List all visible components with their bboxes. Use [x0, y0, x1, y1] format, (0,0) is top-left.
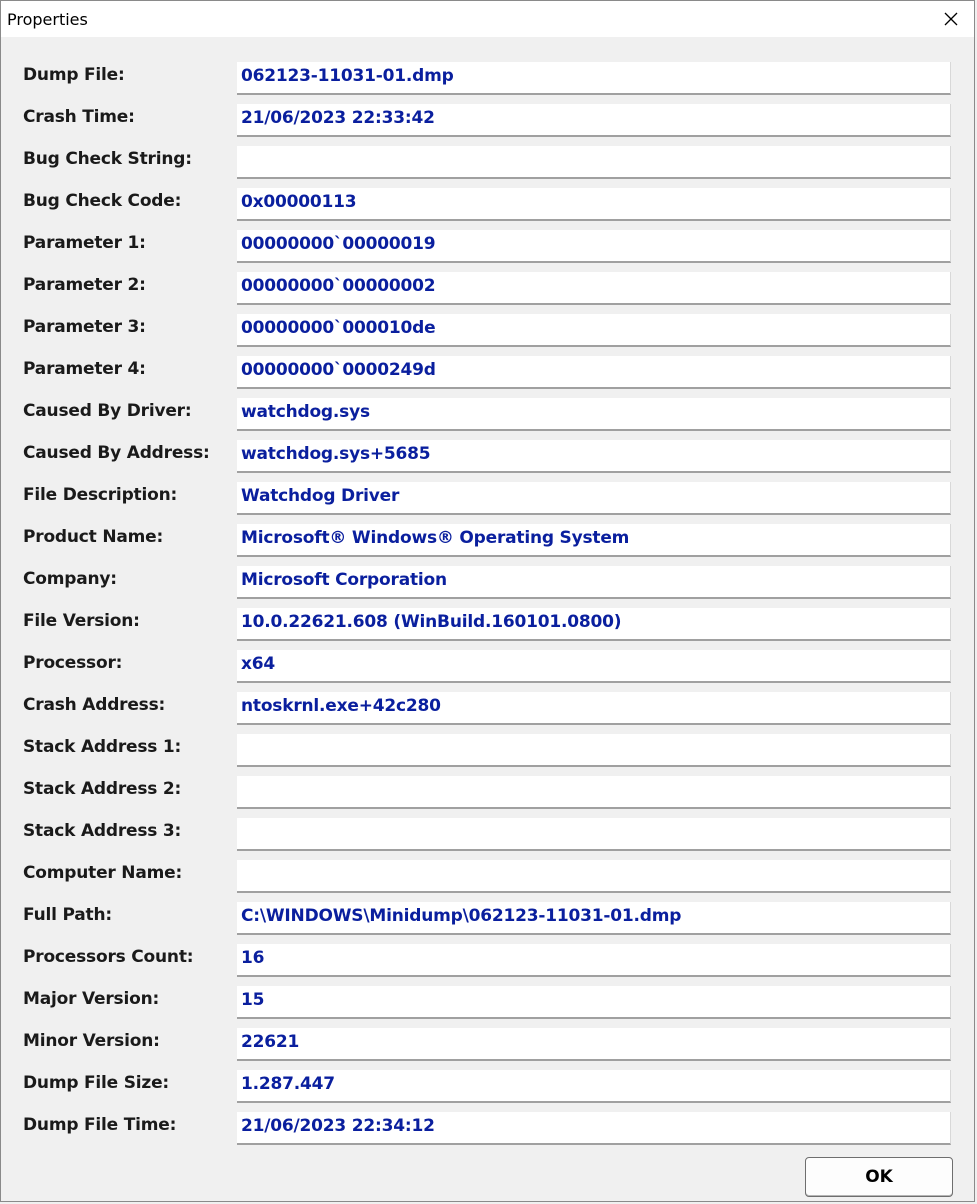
property-value-field[interactable]: Watchdog Driver — [237, 482, 951, 515]
property-row — [1, 563, 974, 605]
property-value-field[interactable]: 00000000`0000249d — [237, 356, 951, 389]
property-label: Stack Address 3: — [23, 821, 182, 841]
property-label: Full Path: — [23, 905, 112, 925]
property-label: Stack Address 1: — [23, 737, 182, 757]
property-value-field[interactable]: 00000000`00000019 — [237, 230, 951, 263]
property-row — [1, 101, 974, 143]
property-value-field[interactable] — [237, 776, 951, 809]
property-row — [1, 647, 974, 689]
property-label: Computer Name: — [23, 863, 183, 883]
property-row — [1, 815, 974, 857]
property-row — [1, 773, 974, 815]
property-label: Major Version: — [23, 989, 160, 1009]
property-value-field[interactable]: C:\WINDOWS\Minidump\062123-11031-01.dmp — [237, 902, 951, 935]
property-value-field[interactable]: ntoskrnl.exe+42c280 — [237, 692, 951, 725]
property-row — [1, 353, 974, 395]
property-value-field[interactable]: watchdog.sys — [237, 398, 951, 431]
property-row — [1, 185, 974, 227]
property-row — [1, 227, 974, 269]
property-label: Parameter 3: — [23, 317, 146, 337]
property-label: Parameter 4: — [23, 359, 146, 379]
property-row — [1, 143, 974, 185]
property-label: Dump File: — [23, 65, 125, 85]
property-row — [1, 479, 974, 521]
property-label: Dump File Time: — [23, 1115, 177, 1135]
property-row — [1, 1067, 974, 1109]
property-value-field[interactable]: 15 — [237, 986, 951, 1019]
properties-list — [1, 59, 974, 1151]
property-label: File Version: — [23, 611, 140, 631]
property-label: Product Name: — [23, 527, 164, 547]
property-label: File Description: — [23, 485, 178, 505]
property-label: Minor Version: — [23, 1031, 160, 1051]
property-row — [1, 899, 974, 941]
property-label: Caused By Driver: — [23, 401, 192, 421]
ok-button[interactable]: OK — [805, 1157, 953, 1197]
property-row — [1, 689, 974, 731]
property-row — [1, 1025, 974, 1067]
property-value-field[interactable]: 21/06/2023 22:34:12 — [237, 1112, 951, 1145]
window-title: Properties — [7, 10, 88, 29]
property-value-field[interactable]: 10.0.22621.608 (WinBuild.160101.0800) — [237, 608, 951, 641]
property-label: Parameter 1: — [23, 233, 146, 253]
property-row — [1, 605, 974, 647]
property-label: Crash Time: — [23, 107, 135, 127]
property-value-field[interactable]: Microsoft® Windows® Operating System — [237, 524, 951, 557]
property-value-field[interactable] — [237, 146, 951, 179]
property-value-field[interactable] — [237, 818, 951, 851]
property-label: Crash Address: — [23, 695, 166, 715]
property-value-field[interactable]: Microsoft Corporation — [237, 566, 951, 599]
property-label: Processors Count: — [23, 947, 194, 967]
property-row — [1, 395, 974, 437]
property-label: Bug Check Code: — [23, 191, 182, 211]
property-value-field[interactable] — [237, 734, 951, 767]
property-row — [1, 941, 974, 983]
close-icon — [943, 11, 959, 27]
property-value-field[interactable]: watchdog.sys+5685 — [237, 440, 951, 473]
property-value-field[interactable] — [237, 860, 951, 893]
property-row — [1, 521, 974, 563]
property-label: Dump File Size: — [23, 1073, 170, 1093]
property-value-field[interactable]: 0x00000113 — [237, 188, 951, 221]
property-value-field[interactable]: 00000000`00000002 — [237, 272, 951, 305]
property-value-field[interactable]: 21/06/2023 22:33:42 — [237, 104, 951, 137]
property-value-field[interactable]: 16 — [237, 944, 951, 977]
property-label: Parameter 2: — [23, 275, 146, 295]
property-value-field[interactable]: 062123-11031-01.dmp — [237, 62, 951, 95]
property-value-field[interactable]: 00000000`000010de — [237, 314, 951, 347]
property-row — [1, 983, 974, 1025]
property-label: Bug Check String: — [23, 149, 192, 169]
property-row — [1, 731, 974, 773]
property-value-field[interactable]: 1.287.447 — [237, 1070, 951, 1103]
title-bar[interactable] — [1, 1, 974, 37]
property-row — [1, 437, 974, 479]
property-label: Stack Address 2: — [23, 779, 182, 799]
property-row — [1, 857, 974, 899]
property-value-field[interactable]: 22621 — [237, 1028, 951, 1061]
property-row — [1, 311, 974, 353]
property-row — [1, 59, 974, 101]
property-label: Processor: — [23, 653, 123, 673]
close-button[interactable] — [928, 1, 974, 37]
property-label: Company: — [23, 569, 117, 589]
property-row — [1, 1109, 974, 1151]
property-value-field[interactable]: x64 — [237, 650, 951, 683]
property-row — [1, 269, 974, 311]
property-label: Caused By Address: — [23, 443, 210, 463]
